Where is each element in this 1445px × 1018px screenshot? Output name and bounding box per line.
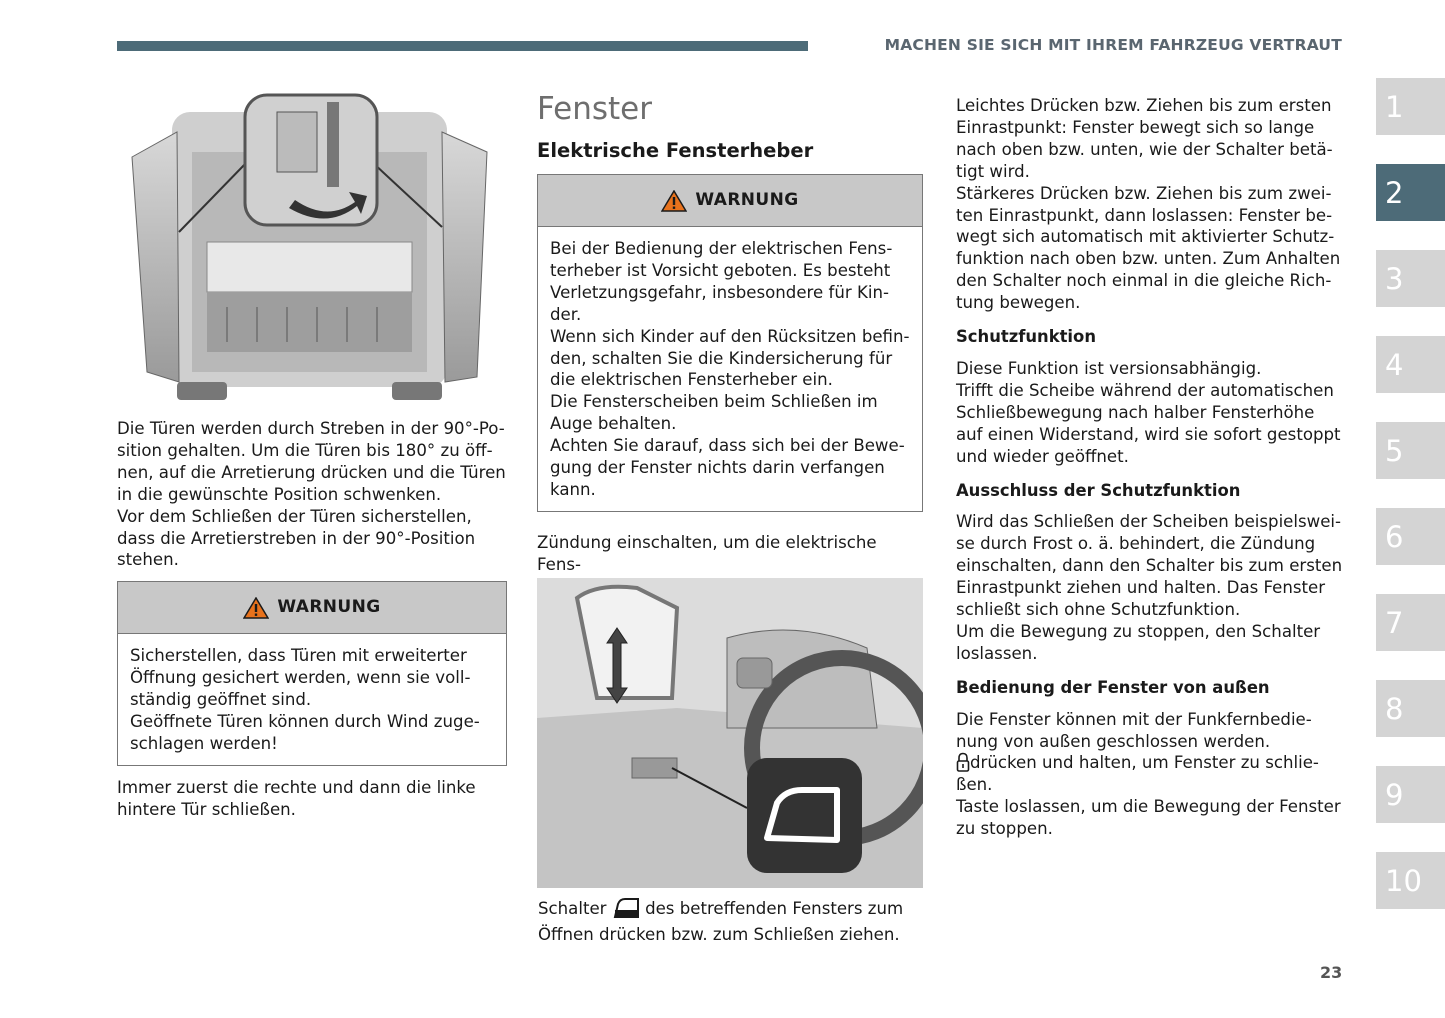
text-line: den Schalter noch einmal in die gleiche Rich-: [956, 271, 1332, 291]
schutzfunktion-paragraph: [956, 358, 1351, 468]
warning-triangle-icon: [661, 190, 687, 212]
rear-doors-illustration: [117, 92, 503, 404]
text-line: Diese Funktion ist versionsabhängig.: [956, 358, 1262, 378]
text-line: Taste loslassen, um die Bewegung der Fenster: [956, 797, 1341, 817]
ausschluss-paragraph: [956, 511, 1351, 664]
text-line: ßen.: [956, 775, 993, 795]
chapter-tab-3[interactable]: 3: [1376, 250, 1445, 307]
text-line: Verletzungsgefahr, insbesondere für Kin-: [550, 282, 889, 302]
text-line: wegt sich automatisch mit aktivierter Schutz-: [956, 227, 1335, 247]
heading-schutzfunktion: Schutzfunktion: [956, 327, 1096, 347]
text-line: Wird das Schließen der Scheiben beispielswei-: [956, 512, 1342, 532]
text-line: Einrastpunkt ziehen und halten. Das Fenster: [956, 578, 1326, 598]
chapter-tab-5[interactable]: 5: [1376, 422, 1445, 479]
text-line: zu stoppen.: [956, 819, 1053, 839]
text-line: Schließbewegung nach halber Fensterhöhe: [956, 402, 1315, 422]
text-line: Sicherstellen, dass Türen mit erweiterter: [130, 646, 467, 666]
text-line: Schalter: [538, 899, 607, 918]
aussen-paragraph: [956, 709, 1351, 840]
text-line: nen, auf die Arretierung drücken und die Türen: [117, 462, 506, 482]
text-line: Achten Sie darauf, dass sich bei der Bewe-: [550, 436, 905, 456]
window-switch-icon: [612, 898, 640, 918]
text-line: Trifft die Scheibe während der automatischen: [956, 380, 1334, 400]
figure-caption: [538, 896, 928, 948]
text-line: kann.: [550, 479, 596, 499]
chapter-title: MACHEN SIE SICH MIT IHREM FAHRZEUG VERTRAUT: [884, 36, 1342, 54]
text-line: loslassen.: [956, 643, 1038, 663]
warning-header: [538, 175, 922, 227]
text-line: Geöffnete Türen können durch Wind zuge-: [130, 712, 480, 732]
header-bar: [117, 41, 808, 51]
text-line: ten Einrastpunkt, dann loslassen: Fenster be-: [956, 205, 1333, 225]
text-line: die elektrischen Fensterheber ein.: [550, 370, 833, 390]
text-line: tung bewegen.: [956, 293, 1081, 313]
warning-label: WARNUNG: [277, 596, 381, 617]
heading-aussen: Bedienung der Fenster von außen: [956, 677, 1270, 697]
warning-triangle-icon: [243, 597, 269, 619]
text-line: schlagen werden!: [130, 733, 278, 753]
chapter-tab-6[interactable]: 6: [1376, 508, 1445, 565]
text-line: Stärkeres Drücken bzw. Ziehen bis zum zwei-: [956, 183, 1332, 203]
page-number: 23: [1320, 963, 1343, 982]
text-line: den, schalten Sie die Kindersicherung für: [550, 348, 893, 368]
text-line: funktion nach oben bzw. unten. Zum Anhalten: [956, 249, 1341, 269]
text-line: Vor dem Schließen der Türen sicherstellen,: [117, 506, 472, 526]
chapter-tab-9[interactable]: 9: [1376, 766, 1445, 823]
column-middle: [537, 90, 923, 598]
text-line: schließt sich ohne Schutzfunktion.: [956, 600, 1241, 620]
chapter-tab-1[interactable]: 1: [1376, 78, 1445, 135]
text-line: dass die Arretierstreben in der 90°-Position: [117, 528, 476, 548]
text-line: gung der Fenster nichts darin verfangen: [550, 458, 885, 478]
warning-body: [538, 227, 922, 511]
text-line: nach oben bzw. unten, wie der Schalter betä-: [956, 139, 1333, 159]
warning-label: WARNUNG: [695, 189, 799, 210]
text-line: Die Türen werden durch Streben in der 90°-Po-: [117, 419, 505, 438]
text-line: Einrastpunkt: Fenster bewegt sich so lange: [956, 117, 1315, 137]
doors-paragraph: [117, 418, 507, 571]
column-right: [956, 95, 1351, 840]
text-line: Öffnung gesichert werden, wenn sie voll-: [130, 668, 471, 688]
column-left: [117, 418, 507, 821]
text-line: Zündung einschalten, um die elektrische Fens-: [537, 532, 877, 574]
text-line: Leichtes Drücken bzw. Ziehen bis zum ersten: [956, 96, 1332, 115]
text-line: stehen.: [117, 550, 179, 570]
text-line: und wieder geöffnet.: [956, 446, 1129, 466]
text-line: der.: [550, 304, 582, 324]
warning-header: [118, 582, 506, 634]
chapter-tab-7[interactable]: 7: [1376, 594, 1445, 651]
text-line: ständig geöffnet sind.: [130, 690, 312, 710]
text-line: Öffnen drücken bzw. zum Schließen ziehen.: [538, 925, 900, 944]
switch-operation-paragraph: [956, 95, 1351, 314]
text-line: Die Fenster können mit der Funkfernbedie-: [956, 709, 1312, 729]
warning-box-windows: [537, 174, 923, 512]
text-line: sition gehalten. Um die Türen bis 180° zu öff-: [117, 440, 493, 460]
warning-body: [118, 634, 506, 765]
chapter-tab-4[interactable]: 4: [1376, 336, 1445, 393]
text-line: Auge behalten.: [550, 414, 677, 434]
text-line: hintere Tür schließen.: [117, 799, 296, 819]
window-switch-illustration: [537, 578, 923, 888]
text-line: des betreffenden Fensters zum: [645, 899, 904, 918]
section-title: Fenster: [537, 91, 652, 127]
text-line: Die Fensterscheiben beim Schließen im: [550, 392, 878, 412]
chapter-tab-8[interactable]: 8: [1376, 680, 1445, 737]
text-line: nung von außen geschlossen werden.: [956, 731, 1271, 751]
warning-box-doors: [117, 581, 507, 766]
text-line: Um die Bewegung zu stoppen, den Schalter: [956, 621, 1321, 641]
text-line: einschalten, dann den Schalter bis zum ersten: [956, 556, 1343, 576]
text-line: tigt wird.: [956, 161, 1030, 181]
text-line: se durch Frost o. ä. behindert, die Zündung: [956, 534, 1316, 554]
text-line: Bei der Bedienung der elektrischen Fens-: [550, 239, 893, 258]
chapter-tab-10[interactable]: 10: [1376, 852, 1445, 909]
text-line: Wenn sich Kinder auf den Rücksitzen befin-: [550, 326, 910, 346]
chapter-tab-2[interactable]: 2: [1376, 164, 1445, 221]
closing-order-paragraph: [117, 777, 507, 821]
text-line: terheber ist Vorsicht geboten. Es besteht: [550, 260, 891, 280]
text-line: Immer zuerst die rechte und dann die linke: [117, 777, 476, 797]
text-line: in die gewünschte Position schwenken.: [117, 484, 442, 504]
subsection-title: Elektrische Fensterheber: [537, 139, 814, 162]
text-line: auf einen Widerstand, wird sie sofort gestoppt: [956, 424, 1341, 444]
heading-ausschluss: Ausschluss der Schutzfunktion: [956, 480, 1241, 500]
lock-icon: [956, 752, 970, 772]
text-line: drücken und halten, um Fenster zu schlie-: [970, 753, 1319, 773]
